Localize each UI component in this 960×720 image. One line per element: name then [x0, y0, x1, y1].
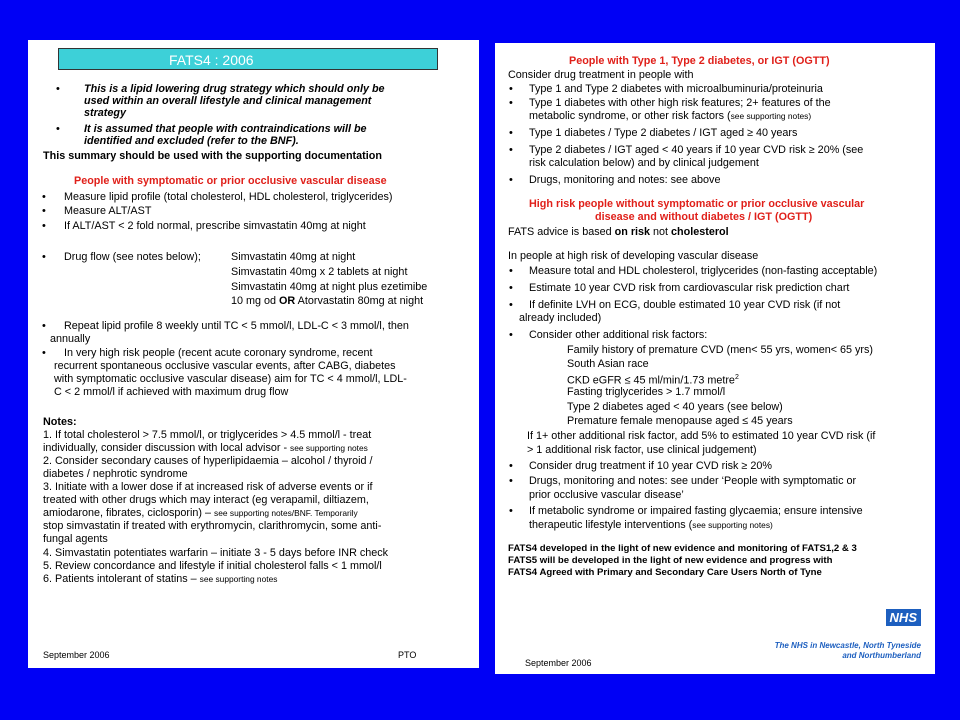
list-item: Consider other additional risk factors: — [529, 329, 708, 341]
fats-advice-line: FATS advice is based on risk not cholesterol — [508, 226, 729, 238]
list-item: prior occlusive vascular disease’ — [529, 489, 684, 501]
drug-flow-step: Simvastatin 40mg x 2 tablets at night — [231, 266, 408, 278]
in-people-line: In people at high risk of developing vascular disease — [508, 250, 759, 262]
bullet: • — [509, 265, 513, 277]
note-line: treated with other drugs which may interact (eg verapamil, diltiazem, — [43, 494, 369, 506]
list-item: risk calculation below) and by clinical judgement — [529, 157, 759, 169]
bullet: • — [509, 460, 513, 472]
right-document-page — [495, 43, 935, 674]
note-line: amiodarone, fibrates, ciclosporin) – see supporting notes/BNF. Temporarily — [43, 507, 358, 519]
bullet: • — [42, 220, 46, 232]
bullet: • — [42, 251, 46, 263]
drug-flow-step: Simvastatin 40mg at night — [231, 251, 356, 263]
high-risk-line: recurrent spontaneous occlusive vascular events, after CABG, diabetes — [54, 360, 396, 372]
note-line: stop simvastatin if treated with erythromycin, clarithromycin, some anti- — [43, 520, 382, 532]
bullet: • — [509, 299, 513, 311]
list-item: If metabolic syndrome or impaired fasting glycaemia; ensure intensive — [529, 505, 863, 517]
section-heading-high-risk: disease and without diabetes / IGT (OGTT) — [595, 211, 813, 223]
list-item: If definite LVH on ECG, double estimated 10 year CVD risk (if not — [529, 299, 841, 311]
closing-note: FATS5 will be developed in the light of new evidence and progress with — [508, 555, 833, 566]
trust-name: The NHS in Newcastle, North Tyneside and Northumberland — [774, 641, 921, 660]
intro-line: This is a lipid lowering drug strategy which should only be — [84, 83, 385, 95]
closing-note: FATS4 developed in the light of new evidence and monitoring of FATS1,2 & 3 — [508, 543, 857, 554]
additional-risk-line: If 1+ other additional risk factor, add 5% to estimated 10 year CVD risk (if — [527, 430, 876, 442]
list-item: Measure ALT/AST — [64, 205, 152, 217]
note-line: 4. Simvastatin potentiates warfarin – initiate 3 - 5 days before INR check — [43, 547, 389, 559]
risk-factor: Type 2 diabetes aged < 40 years (see below) — [567, 401, 783, 413]
notes-title: Notes: — [43, 416, 77, 428]
drug-flow-step: Simvastatin 40mg at night plus ezetimibe — [231, 281, 428, 293]
note-line: 3. Initiate with a lower dose if at increased risk of adverse events or if — [43, 481, 373, 493]
nhs-logo: NHS — [886, 609, 921, 626]
bullet: • — [509, 83, 513, 95]
bullet: • — [509, 505, 513, 517]
note-line: 5. Review concordance and lifestyle if initial cholesterol falls < 1 mmol/l — [43, 560, 382, 572]
footer-pto: PTO — [398, 650, 417, 660]
bullet: • — [42, 191, 46, 203]
repeat-line: annually — [50, 333, 91, 345]
bullet: • — [509, 144, 513, 156]
footer-date: September 2006 — [525, 658, 592, 668]
note-line: individually, consider discussion with local advisor - see supporting notes — [43, 442, 368, 454]
list-item: Drugs, monitoring and notes: see under ‘People with symptomatic or — [529, 475, 857, 487]
bullet: • — [509, 329, 513, 341]
bullet: • — [509, 475, 513, 487]
footer-date: September 2006 — [43, 650, 110, 660]
intro-line: It is assumed that people with contraindications will be — [84, 123, 367, 135]
section-heading-high-risk: High risk people without symptomatic or prior occlusive vascular — [529, 198, 865, 210]
list-item: metabolic syndrome, or other risk factors (see supporting notes) — [529, 110, 812, 122]
list-item: Drugs, monitoring and notes: see above — [529, 174, 721, 186]
list-item: Measure lipid profile (total cholesterol, HDL cholesterol, triglycerides) — [64, 191, 393, 203]
note-line: 6. Patients intolerant of statins – see supporting notes — [43, 573, 278, 585]
list-item: Type 1 diabetes with other high risk features; 2+ features of the — [529, 97, 831, 109]
drug-flow-label: Drug flow (see notes below); — [64, 251, 201, 263]
bullet: • — [42, 347, 46, 359]
repeat-line: Repeat lipid profile 8 weekly until TC < 5 mmol/l, LDL-C < 3 mmol/l, then — [64, 320, 409, 332]
bullet: • — [56, 83, 60, 95]
list-item: Estimate 10 year CVD risk from cardiovascular risk prediction chart — [529, 282, 850, 294]
list-item: If ALT/AST < 2 fold normal, prescribe simvastatin 40mg at night — [64, 220, 366, 232]
bullet: • — [42, 320, 46, 332]
list-item: Consider drug treatment if 10 year CVD risk ≥ 20% — [529, 460, 772, 472]
bullet: • — [509, 282, 513, 294]
bullet: • — [42, 205, 46, 217]
bullet: • — [509, 127, 513, 139]
risk-factor: Family history of premature CVD (men< 55 yrs, women< 65 yrs) — [567, 344, 874, 356]
high-risk-line: with symptomatic occlusive vascular disease) aim for TC < 4 mmol/l, LDL- — [54, 373, 407, 385]
bullet: • — [509, 174, 513, 186]
summary-note: This summary should be used with the supporting documentation — [43, 150, 382, 162]
additional-risk-line: > 1 additional risk factor, use clinical judgement) — [527, 444, 757, 456]
bullet: • — [56, 123, 60, 135]
risk-factor: Premature female menopause aged ≤ 45 years — [567, 415, 793, 427]
note-line: 1. If total cholesterol > 7.5 mmol/l, or triglycerides > 4.5 mmol/l - treat — [43, 429, 372, 441]
section-heading-vascular: People with symptomatic or prior occlusive vascular disease — [74, 175, 387, 187]
note-line: 2. Consider secondary causes of hyperlipidaemia – alcohol / thyroid / — [43, 455, 373, 467]
section-heading-diabetes: People with Type 1, Type 2 diabetes, or IGT (OGTT) — [569, 55, 830, 67]
high-risk-line: In very high risk people (recent acute coronary syndrome, recent — [64, 347, 373, 359]
note-line: fungal agents — [43, 533, 108, 545]
bullet: • — [509, 97, 513, 109]
list-item: already included) — [519, 312, 602, 324]
consider-line: Consider drug treatment in people with — [508, 69, 694, 81]
fats4-title-banner: FATS4 : 2006 — [58, 48, 438, 70]
list-item: Type 1 diabetes / Type 2 diabetes / IGT aged ≥ 40 years — [529, 127, 798, 139]
high-risk-line: C < 2 mmol/l if achieved with maximum drug flow — [54, 386, 289, 398]
intro-line: identified and excluded (refer to the BNF). — [84, 135, 299, 147]
drug-flow-step: 10 mg od OR Atorvastatin 80mg at night — [231, 295, 424, 307]
list-item: Type 1 and Type 2 diabetes with microalbuminuria/proteinuria — [529, 83, 823, 95]
left-document-page — [28, 40, 479, 668]
closing-note: FATS4 Agreed with Primary and Secondary Care Users North of Tyne — [508, 567, 822, 578]
note-line: diabetes / nephrotic syndrome — [43, 468, 188, 480]
risk-factor: South Asian race — [567, 358, 649, 370]
intro-line: strategy — [84, 107, 127, 119]
list-item: Measure total and HDL cholesterol, triglycerides (non-fasting acceptable) — [529, 265, 878, 277]
intro-line: used within an overall lifestyle and clinical management — [84, 95, 372, 107]
list-item: therapeutic lifestyle interventions (see supporting notes) — [529, 519, 773, 531]
risk-factor: CKD eGFR ≤ 45 ml/min/1.73 metre$^2$ — [567, 374, 739, 387]
risk-factor: Fasting triglycerides > 1.7 mmol/l — [567, 386, 726, 398]
list-item: Type 2 diabetes / IGT aged < 40 years if 10 year CVD risk ≥ 20% (see — [529, 144, 864, 156]
